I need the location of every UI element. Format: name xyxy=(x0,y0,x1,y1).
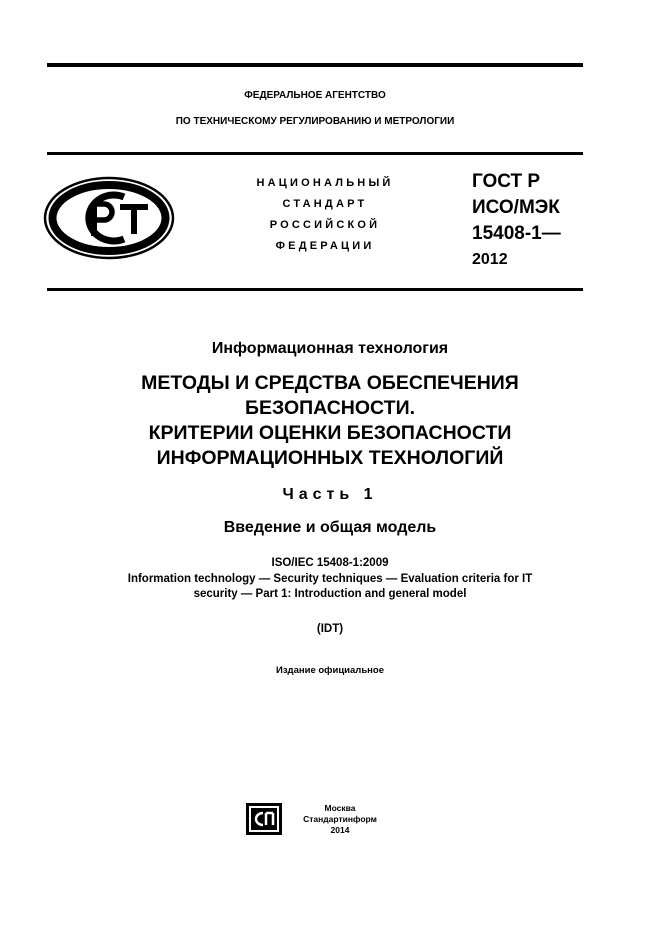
standard-designation xyxy=(472,169,592,273)
edition-label: Издание официальное xyxy=(276,665,384,676)
publisher-city: Москва xyxy=(324,803,356,813)
publisher-year: 2014 xyxy=(330,825,350,835)
agency-line-2: ПО ТЕХНИЧЕСКОМУ РЕГУЛИРОВАНИЮ И МЕТРОЛОГИИ xyxy=(175,116,455,127)
title-line: КРИТЕРИИ ОЦЕНКИ БЕЗОПАСНОСТИ xyxy=(148,422,512,444)
document-title xyxy=(47,371,613,471)
top-rule xyxy=(47,63,583,67)
national-line: СТАНДАРТ xyxy=(282,198,368,210)
document-subtitle: Информационная технология xyxy=(211,340,449,357)
iso-title-line: security — Part 1: Introduction and general model xyxy=(193,588,467,600)
designation-year: 2012 xyxy=(472,251,508,268)
iso-reference: ISO/IEC 15408-1:2009 xyxy=(271,557,389,569)
designation-line: ИСО/МЭК xyxy=(472,197,560,218)
part-title: Введение и общая модель xyxy=(223,519,437,536)
title-line: МЕТОДЫ И СРЕДСТВА ОБЕСПЕЧЕНИЯ xyxy=(141,372,519,394)
publisher-name: Стандартинформ xyxy=(303,814,377,824)
header-rule xyxy=(47,152,583,155)
idt-label: (IDT) xyxy=(316,623,344,635)
designation-line: 15408-1— xyxy=(472,223,561,244)
national-standard-label xyxy=(230,173,420,257)
agency-line-1: ФЕДЕРАЛЬНОЕ АГЕНТСТВО xyxy=(244,90,386,101)
rst-certification-logo-icon xyxy=(42,176,176,260)
title-line: БЕЗОПАСНОСТИ. xyxy=(244,397,416,419)
iso-title xyxy=(47,572,613,602)
standartinform-logo-icon xyxy=(246,803,282,835)
designation-line: ГОСТ Р xyxy=(472,171,541,192)
iso-title-line: Information technology — Security techniques — Evaluation criteria for IT xyxy=(127,573,533,585)
part-number: Часть 1 xyxy=(282,486,378,503)
standard-rule xyxy=(47,288,583,291)
title-line: ИНФОРМАЦИОННЫХ ТЕХНОЛОГИЙ xyxy=(156,447,504,469)
national-line: РОССИЙСКОЙ xyxy=(269,219,381,231)
publisher-info xyxy=(290,803,390,836)
national-line: ФЕДЕРАЦИИ xyxy=(275,240,375,252)
national-line: НАЦИОНАЛЬНЫЙ xyxy=(256,177,394,189)
